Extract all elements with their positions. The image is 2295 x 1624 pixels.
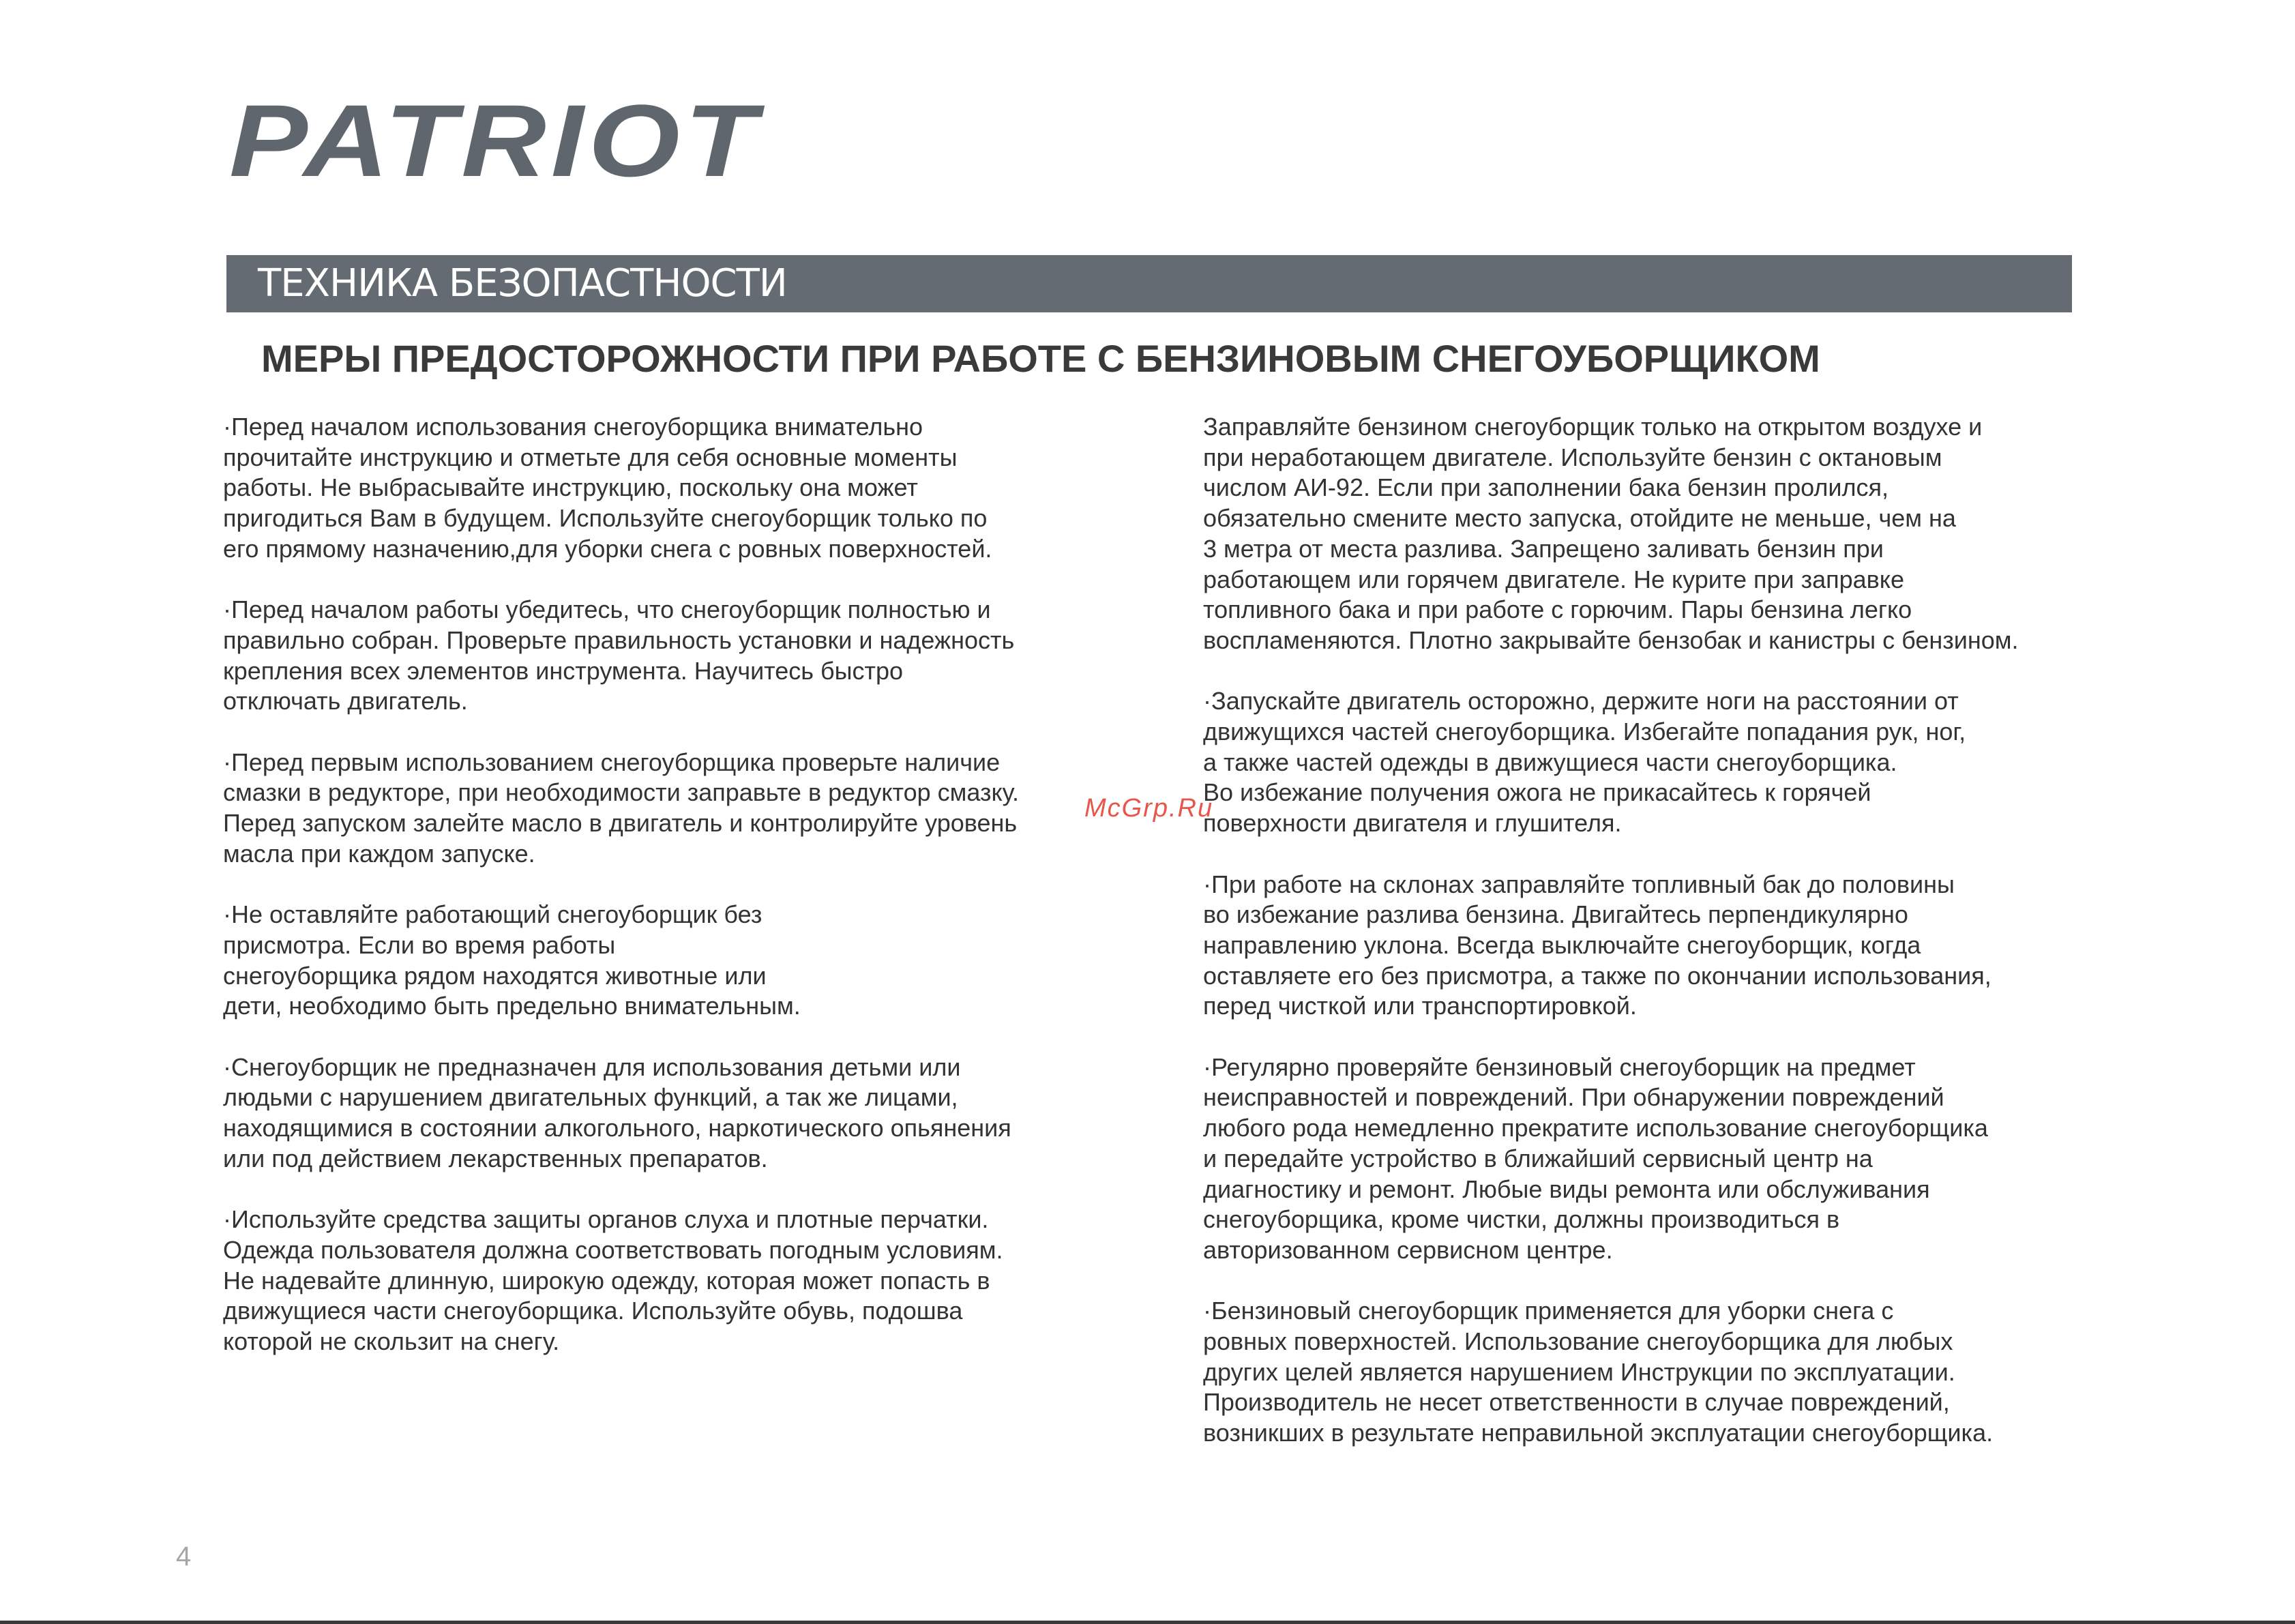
paragraph: ·Перед первым использованием снегоуборщика проверьте наличие смазки в редукторе, при необходимости заправьте в редуктор смазку. Перед запуском залейте масло в двигатель и контролируйте уровень масла при каждом запуске. [223,748,1020,868]
paragraph: ·Запускайте двигатель осторожно, держите ноги на расстоянии от движущихся частей снегоуборщика. Избегайте попадания рук, ног, а также частей одежды в движущиеся части снегоуборщика. Во избежание получения ожога не прикасайтесь к горячей поверхности двигателя и глушителя. [1203,687,1966,838]
paragraph: Заправляйте бензином снегоуборщик только на открытом воздухе и при неработающем двигателе. Используйте бензин с октановым числом АИ-92. Если при заполнении бака бензин пролился, обязательно смените место запуска, отойдите не меньше, чем на 3 метра от места разлива. Запрещено заливать бензин при работающем или горячем двигателе. Не курите при заправке топливного бака и при работе с горючим. Пары бензина легко воспламеняются. Плотно закрывайте бензобак и канистры с бензином. [1203,413,2019,654]
paragraph: ·Не оставляйте работающий снегоуборщик без присмотра. Если во время работы снегоуборщика рядом находятся животные или дети, необходимо быть предельно внимательным. [223,900,801,1020]
section-header-bar [226,255,2072,312]
paragraph: ·Перед началом работы убедитесь, что снегоуборщик полностью и правильно собран. Проверьте правильность установки и надежность крепления всех элементов инструмента. Научитесь быстро отключать двигатель. [223,595,1015,715]
bottom-divider [0,1621,2295,1624]
paragraph: ·При работе на склонах заправляйте топливный бак до половины во избежание разлива бензина. Двигайтесь перпендикулярно направлению уклона. Всегда выключайте снегоуборщик, когда оставляете его без присмотра, а также по окончании использования, перед чисткой или транспортировкой. [1203,870,1992,1020]
paragraph: ·Перед началом использования снегоуборщика внимательно прочитайте инструкцию и отметьте для себя основные моменты работы. Не выбрасывайте инструкцию, поскольку она может пригодиться Вам в будущем. Используйте снегоуборщик только по его прямому назначению,для уборки снега с ровных поверхностей. [223,413,992,563]
left-column [223,412,1137,1387]
watermark: McGrp.Ru [1084,794,1214,823]
page-heading: МЕРЫ ПРЕДОСТОРОЖНОСТИ ПРИ РАБОТЕ С БЕНЗИНОВЫМ СНЕГОУБОРЩИКОМ [261,337,1820,380]
section-title: ТЕХНИКА БЕЗОПАСТНОСТИ [258,261,787,306]
paragraph: ·Регулярно проверяйте бензиновый снегоуборщик на предмет неисправностей и повреждений. При обнаружении повреждений любого рода немедленно прекратите использование снегоуборщика и передайте устройство в ближайший сервисный центр на диагностику и ремонт. Любые виды ремонта или обслуживания снегоуборщика, кроме чистки, должны производиться в авторизованном сервисном центре. [1203,1052,1988,1264]
page-number: 4 [176,1541,192,1571]
brand-logo-text: PATRIOT [229,95,765,184]
brand-logo [226,95,765,184]
right-column [1203,412,2144,1479]
paragraph: ·Бензиновый снегоуборщик применяется для уборки снега с ровных поверхностей. Использование снегоуборщика для любых других целей является нарушением Инструкции по эксплуатации. Производитель не несет ответственности в случае повреждений, возникших в результате неправильной эксплуатации снегоуборщика. [1203,1297,1994,1447]
paragraph: ·Снегоуборщик не предназначен для использования детьми или людьми с нарушением двигательных функций, а так же лицами, находящимися в состоянии алкогольного, наркотического опьянения или под действием лекарственных препаратов. [223,1052,1011,1172]
paragraph: ·Используйте средства защиты органов слуха и плотные перчатки. Одежда пользователя должна соответствовать погодным условиям. Не надевайте длинную, широкую одежду, которая может попасть в движущиеся части снегоуборщика. Используйте обувь, подошва которой не скользит на снегу. [223,1205,1003,1356]
